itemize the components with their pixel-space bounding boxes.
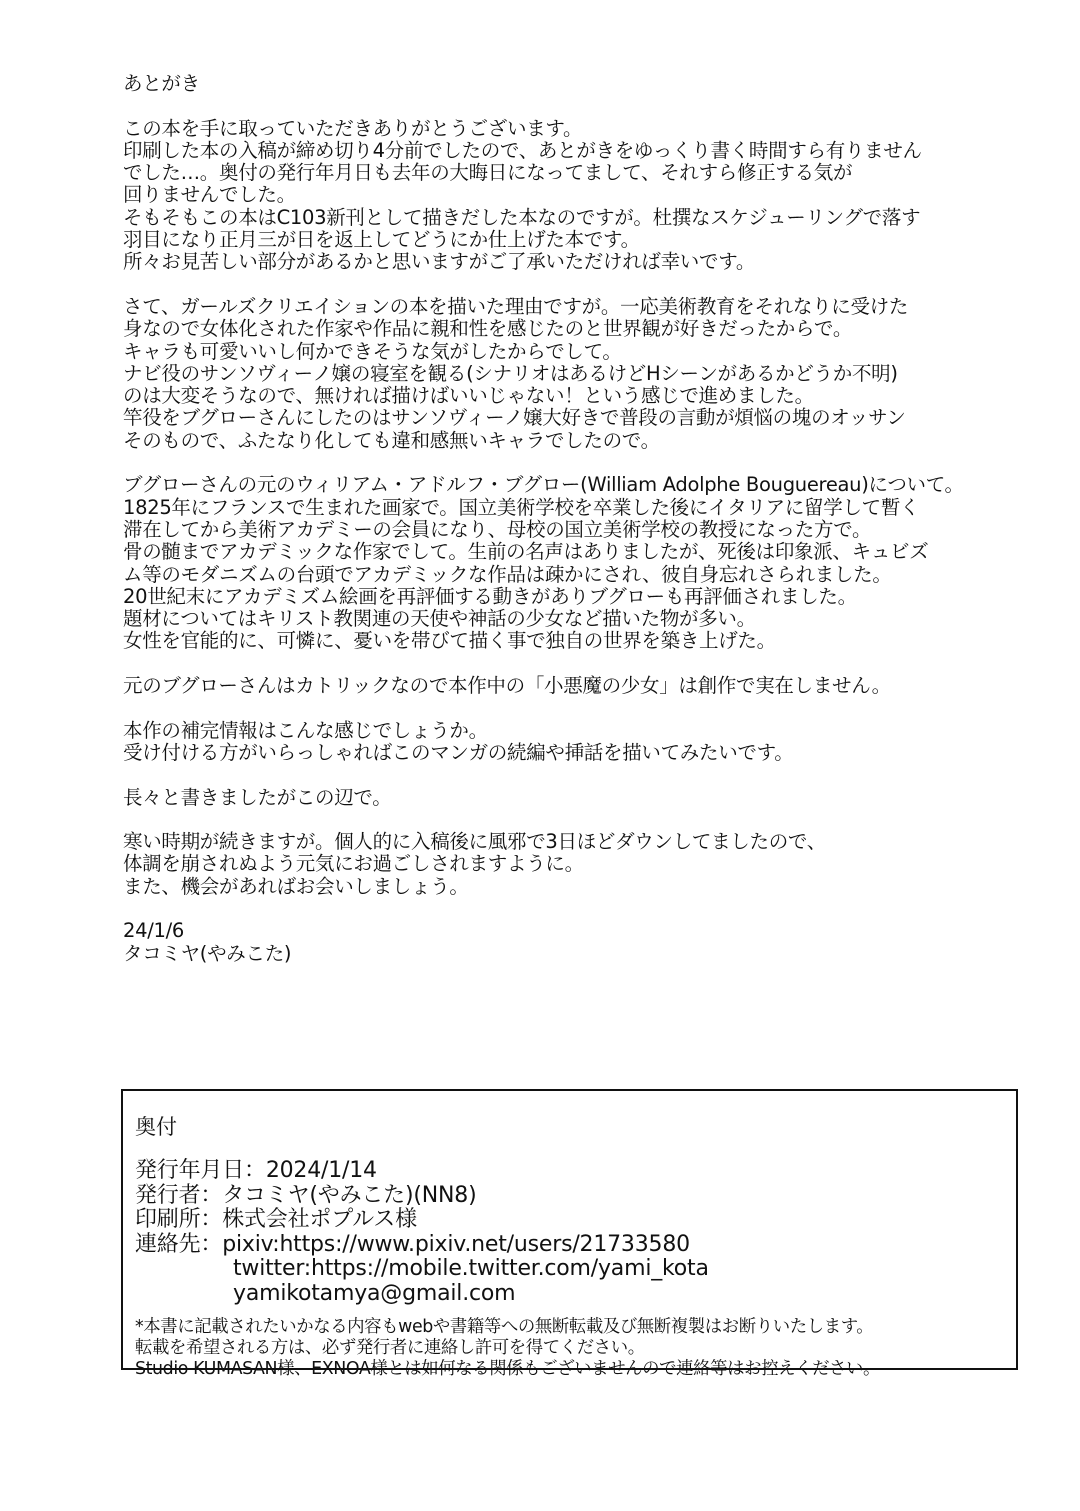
afterword-line: ブグローさんの元のウィリアム・アドルフ・ブグロー(William Adolphe Bouguereau)について。 bbox=[123, 473, 964, 497]
afterword-line: 身なので女体化された作家や作品に親和性を感じたのと世界観が好きだったからで。 bbox=[123, 317, 853, 341]
afterword-signature: タコミヤ(やみこた) bbox=[123, 941, 292, 965]
afterword-line: 体調を崩されぬよう元気にお過ごしされますように。 bbox=[123, 852, 584, 876]
colophon-info bbox=[135, 1159, 709, 1306]
afterword-line: 受け付ける方がいらっしゃればこのマンガの続編や挿話を描いてみたいです。 bbox=[123, 740, 794, 764]
afterword-line: 竿役をブグローさんにしたのはサンソヴィーノ嬢大好きで普段の言動が煩悩の塊のオッサン bbox=[123, 406, 906, 430]
colophon-title: 奥付 bbox=[135, 1115, 177, 1139]
afterword-heading: あとがき bbox=[123, 72, 200, 95]
publisher-row bbox=[135, 1184, 709, 1209]
afterword-section bbox=[123, 73, 1023, 965]
publish-date-label: 発行年月日： bbox=[135, 1158, 266, 1183]
afterword-line: そもそもこの本はC103新刊として描きだした本なのですが。杜撰なスケジューリングで落す bbox=[123, 205, 921, 229]
afterword-line: 寒い時期が続きますが。個人的に入稿後に風邪で3日ほどダウンしてましたので、 bbox=[123, 830, 826, 854]
contact-pixiv-link[interactable]: pixiv:https://www.pixiv.net/users/21733580 bbox=[222, 1231, 690, 1257]
contact-label: 連絡先： bbox=[135, 1231, 223, 1257]
afterword-line: 印刷した本の入稿が締め切り4分前でしたので、あとがきをゆっくり書く時間すら有りません bbox=[123, 138, 922, 162]
publish-date-value: 2024/1/14 bbox=[265, 1158, 377, 1183]
afterword-line: 20世紀末にアカデミズム絵画を再評価する動きがありブグローも再評価されました。 bbox=[123, 584, 857, 608]
afterword-date: 24/1/6 bbox=[123, 919, 184, 943]
afterword-line: キャラも可愛いいし何かできそうな気がしたからでして。 bbox=[123, 339, 622, 363]
afterword-line: 羽目になり正月三が日を返上してどうにか仕上げた本です。 bbox=[123, 228, 640, 252]
afterword-line: 長々と書きましたがこの辺で。 bbox=[123, 785, 392, 809]
afterword-line: 題材についてはキリスト教関連の天使や神話の少女など描いた物が多い。 bbox=[123, 607, 756, 631]
afterword-line: 女性を官能的に、可憐に、憂いを帯びて描く事で独自の世界を築き上げた。 bbox=[123, 629, 776, 653]
notice-line: 転載を希望される方は、必ず発行者に連絡し許可を得てください。 bbox=[135, 1338, 645, 1358]
afterword-line: 滞在してから美術アカデミーの会員になり、母校の国立美術学校の教授になった方で。 bbox=[123, 517, 872, 541]
afterword-line: 本作の補完情報はこんな感じでしょうか。 bbox=[123, 718, 488, 742]
printer-label: 印刷所： bbox=[135, 1207, 223, 1232]
afterword-line: この本を手に取っていただきありがとうございます。 bbox=[123, 116, 583, 140]
colophon-box bbox=[121, 1089, 1018, 1379]
printer-value: 株式会社ポプルス様 bbox=[222, 1207, 417, 1232]
notice-line: *本書に記載されたいかなる内容もwebや書籍等への無断転載及び無断複製はお断りいたします。 bbox=[135, 1317, 874, 1337]
contact-row bbox=[135, 1233, 709, 1258]
afterword-line: のは大変そうなので、無ければ描けばいいじゃない！という感じで進めました。 bbox=[123, 384, 814, 408]
notice-line: Studio KUMASAN様、EXNOA様とは如何なる関係もございませんので連絡等はお控えください。 bbox=[135, 1359, 881, 1379]
afterword-line: 元のブグローさんはカトリックなので本作中の「小悪魔の少女」は創作で実在しません。 bbox=[123, 674, 891, 698]
afterword-line: 骨の髄までアカデミックな作家でして。生前の名声はありましたが、死後は印象派、キュビズ bbox=[123, 540, 929, 564]
publisher-label: 発行者： bbox=[135, 1182, 223, 1208]
contact-twitter-link[interactable]: twitter:https://mobile.twitter.com/yami_kota bbox=[233, 1256, 709, 1281]
afterword-line: さて、ガールズクリエイションの本を描いた理由ですが。一応美術教育をそれなりに受けた bbox=[123, 294, 909, 318]
afterword-line: 1825年にフランスで生まれた画家で。国立美術学校を卒業した後にイタリアに留学して暫く bbox=[123, 495, 920, 519]
afterword-line: そのもので、ふたなり化しても違和感無いキャラでしたので。 bbox=[123, 428, 660, 452]
afterword-line: でした…。奥付の発行年月日も去年の大晦日になってまして、それすら修正する気が bbox=[123, 161, 853, 185]
afterword-line: ナビ役のサンソヴィーノ嬢の寝室を観る(シナリオはあるけどHシーンがあるかどうか不明) bbox=[123, 361, 898, 385]
printer-row bbox=[135, 1208, 709, 1233]
afterword-line: ム等のモダニズムの台頭でアカデミックな作品は疎かにされ、彼自身忘れさられました。 bbox=[123, 562, 892, 586]
publish-date-row bbox=[135, 1159, 709, 1184]
copyright-notice bbox=[135, 1317, 880, 1380]
afterword-line: 回りませんでした。 bbox=[123, 183, 296, 207]
contact-email-link[interactable]: yamikotamya@gmail.com bbox=[233, 1280, 516, 1306]
publisher-value: タコミヤ(やみこた)(NN8) bbox=[222, 1182, 477, 1208]
afterword-line: また、機会があればお会いしましょう。 bbox=[123, 874, 469, 898]
afterword-line: 所々お見苦しい部分があるかと思いますがご了承いただければ幸いです。 bbox=[123, 250, 756, 274]
